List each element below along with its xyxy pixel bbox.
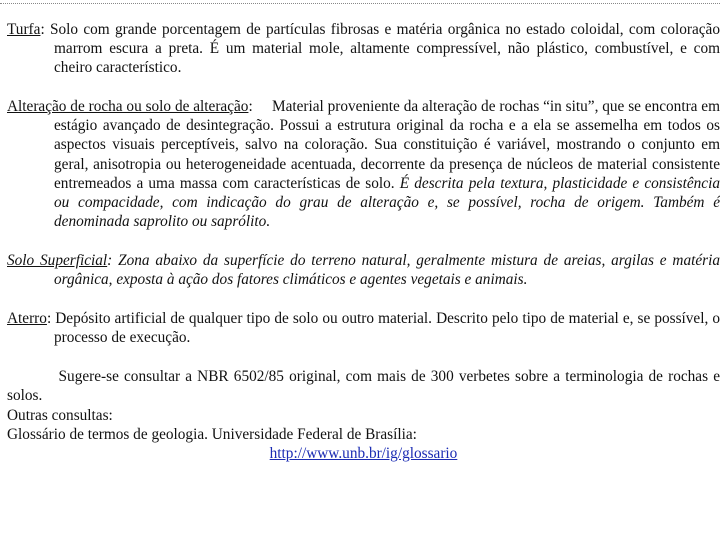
- definition-turfa: Solo com grande porcentagem de partículas fibrosas e matéria orgânica no estado coloidal, com coloração marrom escura a preta. É um material mole, altamente compressível, não plástico, combustível, e com cheiro característico.: [44, 21, 720, 77]
- term-separator: :: [248, 98, 253, 116]
- other-consultations-heading: Outras consultas:: [7, 406, 113, 424]
- definition-alteracao: Material proveniente da alteração de rochas “in situ”, que se encontra em estágio avançado de desintegração. Possui a estrutura original da rocha e a ela se assemelha em todos os aspectos visuais perceptíveis, salvo na coloração. Sua constituição é variável, mostrando o conjunto em geral, anisotropia ou heterogeneidade acentuada, decorrente da presença de núcleos de material consistente entremeados a uma massa com características de solo.: [54, 98, 720, 192]
- term-separator: :: [46, 310, 52, 328]
- suggestion-paragraph: Sugere-se consultar a NBR 6502/85 original, com mais de 300 verbetes sobre a terminologia de rochas e solos.: [7, 368, 720, 405]
- glossary-document: [7, 20, 720, 463]
- term-alteracao: Alteração de rocha ou solo de alteração: [7, 98, 249, 116]
- term-separator: :: [107, 251, 113, 269]
- reference-text: Glossário de termos de geologia. Universidade Federal de Brasília:: [7, 425, 417, 443]
- definition-aterro: Depósito artificial de qualquer tipo de solo ou outro material. Descrito pelo tipo de material e, se possível, o processo de execução.: [51, 310, 720, 347]
- glossary-link[interactable]: http://www.unb.br/ig/glossario: [269, 444, 458, 462]
- definition-solo-superficial: Zona abaixo da superfície do terreno natural, geralmente mistura de areias, argilas e matéria orgânica, exposta à ação dos fatores climáticos e agentes vegetais e animais.: [54, 251, 720, 289]
- top-dotted-rule: [0, 3, 720, 4]
- term-solo-superficial: Solo Superficial: [7, 251, 108, 269]
- term-aterro: Aterro: [7, 310, 47, 328]
- entry-turfa: [7, 20, 720, 77]
- term-separator: :: [40, 21, 45, 38]
- entry-solo-superficial: [7, 251, 720, 289]
- definition-alteracao-italic: É descrita pela textura, plasticidade e consistência ou compacidade, com indicação do grau de alteração e, se possível, rocha de origem. Também é denominada saprolito ou saprólito.: [54, 174, 720, 230]
- term-turfa: Turfa: [7, 21, 41, 38]
- entry-aterro: [7, 309, 720, 347]
- entry-alteracao: [7, 97, 720, 231]
